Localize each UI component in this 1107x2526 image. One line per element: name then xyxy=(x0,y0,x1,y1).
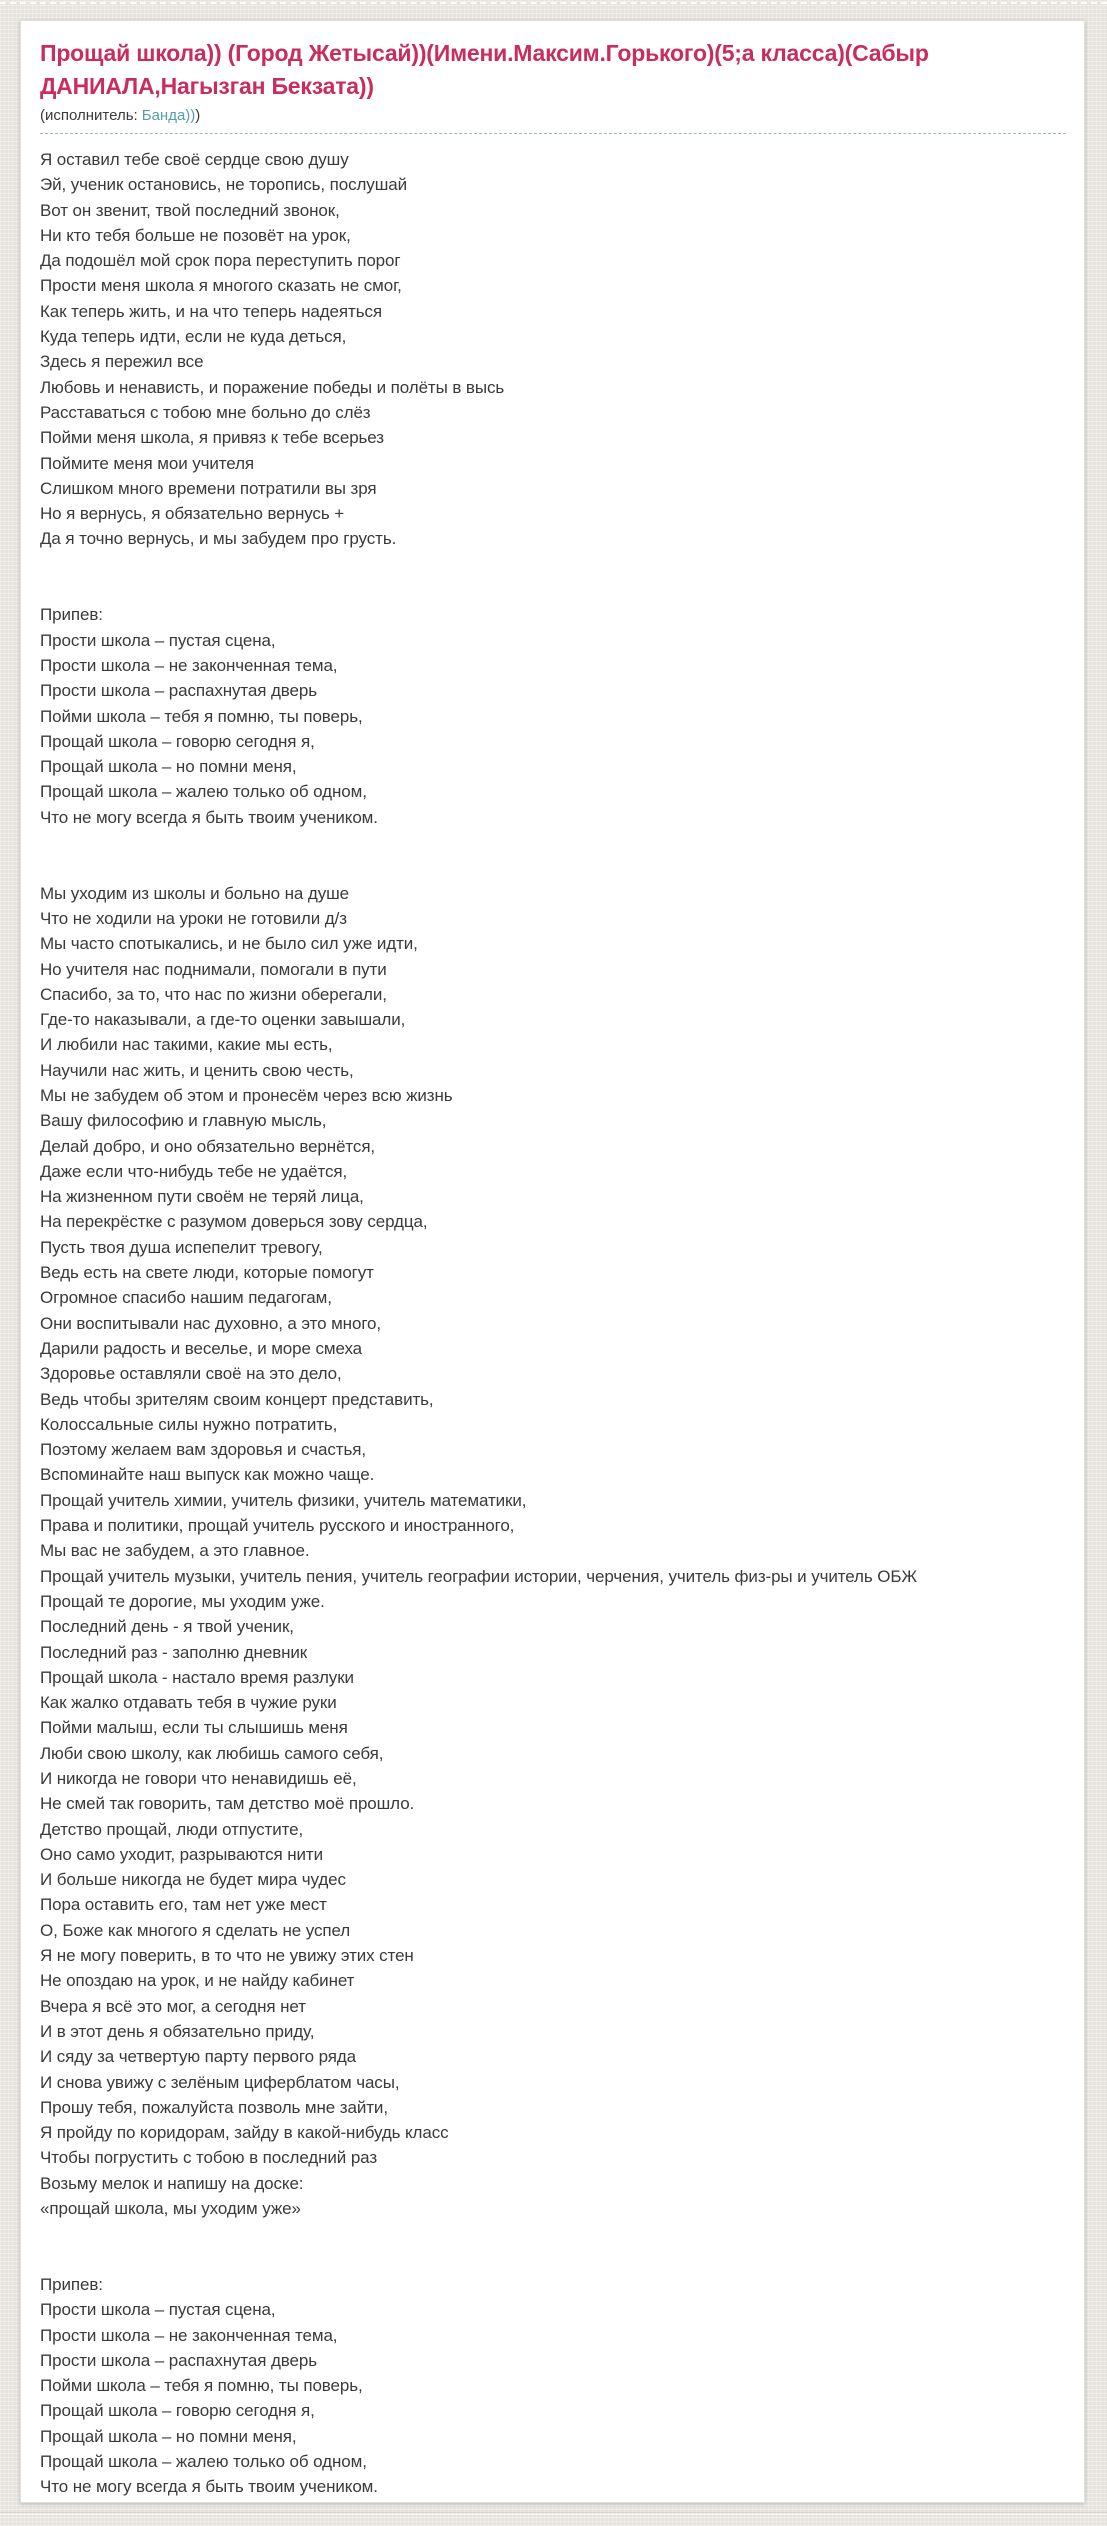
lyric-line: Прощай те дорогие, мы уходим уже. xyxy=(40,1591,325,1611)
lyric-line: Прощай учитель музыки, учитель пения, учитель географии истории, черчения, учитель физ-ры и учитель ОБЖ xyxy=(40,1566,918,1586)
lyric-line: Детство прощай, люди отпустите, xyxy=(40,1819,304,1839)
lyric-line: Прости школа – пустая сцена, xyxy=(40,630,276,650)
lyric-line: Что не могу всегда я быть твоим учеником. xyxy=(40,807,378,827)
lyric-line: Я не могу поверить, в то что не увижу этих стен xyxy=(40,1946,414,1966)
lyric-line: Я пройду по коридорам, зайду в какой-нибудь класс xyxy=(40,2123,449,2143)
lyric-line: Прощай школа – говорю сегодня я, xyxy=(40,2401,315,2421)
lyric-line: Припев: xyxy=(40,2274,103,2294)
artist-label: (исполнитель: xyxy=(40,107,138,124)
artist-link[interactable]: Банда)) xyxy=(141,107,196,124)
lyric-line: Прости школа – не законченная тема, xyxy=(40,2325,338,2345)
lyric-line: Куда теперь идти, если не куда деться, xyxy=(40,327,347,347)
lyric-line: Мы вас не забудем, а это главное. xyxy=(40,1541,310,1561)
lyric-line: Спасибо, за то, что нас по жизни оберегали, xyxy=(40,984,387,1004)
lyric-line: И снова увижу с зелёным циферблатом часы, xyxy=(40,2072,400,2092)
lyric-line: Последний раз - заполню дневник xyxy=(40,1642,308,1662)
artist-line xyxy=(40,106,1066,126)
lyric-line xyxy=(40,830,1066,855)
lyric-line xyxy=(40,2221,1066,2246)
lyric-line: Даже если что-нибудь тебе не удаётся, xyxy=(40,1161,348,1181)
lyric-line: Они воспитывали нас духовно, а это много, xyxy=(40,1313,382,1333)
lyric-line: Что не ходили на уроки не готовили д/з xyxy=(40,908,347,928)
lyric-line xyxy=(40,2247,1066,2272)
lyric-line: Прощай школа – но помни меня, xyxy=(40,2426,297,2446)
lyric-line: Вчера я всё это мог, а сегодня нет xyxy=(40,1996,306,2016)
lyric-line: Где-то наказывали, а где-то оценки завышали, xyxy=(40,1010,406,1030)
lyric-line: Ни кто тебя больше не позовёт на урок, xyxy=(40,225,351,245)
lyric-line: Мы часто спотыкались, и не было сил уже идти, xyxy=(40,934,418,954)
lyric-line: Не смей так говорить, там детство моё прошло. xyxy=(40,1794,415,1814)
lyric-line: Да я точно вернусь, и мы забудем про грусть. xyxy=(40,529,397,549)
lyric-line: Огромное спасибо нашим педагогам, xyxy=(40,1288,332,1308)
lyric-line: Оно само уходит, разрываются нити xyxy=(40,1844,324,1864)
lyric-line: И никогда не говори что ненавидишь её, xyxy=(40,1769,357,1788)
lyric-line: Прощай учитель химии, учитель физики, учитель математики, xyxy=(40,1490,527,1510)
lyric-line: Не опоздаю на урок, и не найду кабинет xyxy=(40,1971,355,1991)
lyric-line: Любовь и ненависть, и поражение победы и полёты в высь xyxy=(40,377,505,397)
lyric-line: Научили нас жить, и ценить свою честь, xyxy=(40,1060,354,1080)
lyric-line: Поймите меня мои учителя xyxy=(40,453,255,473)
lyric-line: Вспоминайте наш выпуск как можно чаще. xyxy=(40,1465,375,1485)
lyric-line: Пойми школа – тебя я помню, ты поверь, xyxy=(40,706,363,726)
lyric-line: Прощай школа - настало время разлуки xyxy=(40,1667,354,1687)
lyric-line: Расставаться с тобою мне больно до слёз xyxy=(40,402,371,422)
lyric-line: Эй, ученик остановись, не торопись, послушай xyxy=(40,175,407,195)
artist-suffix: ) xyxy=(195,107,201,124)
lyric-line: Пойми меня школа, я привяз к тебе всерьез xyxy=(40,428,384,448)
lyrics xyxy=(40,147,1066,2500)
background-stitch-top xyxy=(0,2,1107,4)
background-stitch-bottom xyxy=(0,2512,1107,2515)
lyric-line: Права и политики, прощай учитель русского и иностранного, xyxy=(40,1516,515,1536)
lyrics-card xyxy=(20,20,1085,2503)
lyric-line: Прости школа – распахнутая дверь xyxy=(40,681,318,701)
lyric-line: Мы уходим из школы и больно на душе xyxy=(40,883,349,903)
page-title: Прощай школа)) (Город Жетысай))(Имени.Максим.Горького)(5;а класса)(Сабыр ДАНИАЛА,Нагызган Бекзата)) xyxy=(40,40,929,99)
lyric-line xyxy=(40,577,1066,602)
lyric-line: И сяду за четвертую парту первого ряда xyxy=(40,2047,357,2067)
lyric-line: Вот он звенит, твой последний звонок, xyxy=(40,200,340,220)
lyric-line: И в этот день я обязательно приду, xyxy=(40,2021,315,2041)
lyric-line: Слишком много времени потратили вы зря xyxy=(40,478,377,498)
lyric-line: Но я вернусь, я обязательно вернусь + xyxy=(40,504,345,524)
lyric-line: Прости школа – пустая сцена, xyxy=(40,2300,276,2320)
lyric-line: Последний день - я твой ученик, xyxy=(40,1617,294,1637)
lyric-line: Прощай школа – но помни меня, xyxy=(40,757,297,777)
lyric-line: Пусть твоя душа испепелит тревогу, xyxy=(40,1237,323,1257)
lyric-line: Но учителя нас поднимали, помогали в пути xyxy=(40,959,387,979)
lyric-line: Возьму мелок и напишу на доске: xyxy=(40,2173,304,2193)
lyric-line: Как жалко отдавать тебя в чужие руки xyxy=(40,1693,337,1713)
lyric-line: Делай добро, и оно обязательно вернётся, xyxy=(40,1136,376,1156)
lyric-line: Чтобы погрустить с тобою в последний раз xyxy=(40,2148,378,2168)
lyric-line: Прости меня школа я многого сказать не смог, xyxy=(40,276,402,296)
lyric-line: Поэтому желаем вам здоровья и счастья, xyxy=(40,1440,366,1460)
lyric-line: Припев: xyxy=(40,605,103,625)
lyric-line: Здоровье оставляли своё на это дело, xyxy=(40,1364,342,1384)
lyric-line: Люби свою школу, как любишь самого себя, xyxy=(40,1743,384,1763)
lyric-line: Прошу тебя, пожалуйста позволь мне зайти, xyxy=(40,2097,388,2117)
lyric-line: Прощай школа – жалею только об одном, xyxy=(40,782,367,802)
lyric-line: Прощай школа – говорю сегодня я, xyxy=(40,731,315,751)
lyric-line: Ведь есть на свете люди, которые помогут xyxy=(40,1263,374,1283)
lyric-line: Прощай школа – жалею только об одном, xyxy=(40,2452,367,2472)
lyric-line: Здесь я пережил все xyxy=(40,352,204,372)
lyric-line: На жизненном пути своём не теряй лица, xyxy=(40,1187,364,1207)
lyric-line: И больше никогда не будет мира чудес xyxy=(40,1870,346,1890)
lyric-line xyxy=(40,552,1066,577)
lyric-line: Прости школа – распахнутая дверь xyxy=(40,2350,318,2370)
lyric-line: Колоссальные силы нужно потратить, xyxy=(40,1414,338,1434)
lyric-line: Пора оставить его, там нет уже мест xyxy=(40,1895,327,1915)
lyric-line: Мы не забудем об этом и пронесём через всю жизнь xyxy=(40,1085,453,1105)
lyric-line: Ведь чтобы зрителям своим концерт представить, xyxy=(40,1389,434,1409)
lyric-line: Прости школа – не законченная тема, xyxy=(40,655,338,675)
lyric-line: «прощай школа, мы уходим уже» xyxy=(40,2199,301,2219)
lyric-line: Я оставил тебе своё сердце свою душу xyxy=(40,150,349,169)
lyric-line: О, Боже как многого я сделать не успел xyxy=(40,1920,351,1940)
lyric-line: Вашу философию и главную мысль, xyxy=(40,1111,327,1131)
lyric-line: Как теперь жить, и на что теперь надеяться xyxy=(40,301,382,321)
lyric-line: И любили нас такими, какие мы есть, xyxy=(40,1035,333,1055)
lyric-line: Дарили радость и веселье, и море смеха xyxy=(40,1338,363,1358)
lyric-line: На перекрёстке с разумом доверься зову сердца, xyxy=(40,1212,428,1232)
lyric-line xyxy=(40,855,1066,880)
lyric-line: Пойми школа – тебя я помню, ты поверь, xyxy=(40,2376,363,2396)
lyric-line: Что не могу всегда я быть твоим учеником. xyxy=(40,2477,378,2497)
lyric-line: Да подошёл мой срок пора переступить порог xyxy=(40,251,401,271)
lyric-line: Пойми малыш, если ты слышишь меня xyxy=(40,1718,348,1738)
dashed-separator xyxy=(40,133,1066,134)
